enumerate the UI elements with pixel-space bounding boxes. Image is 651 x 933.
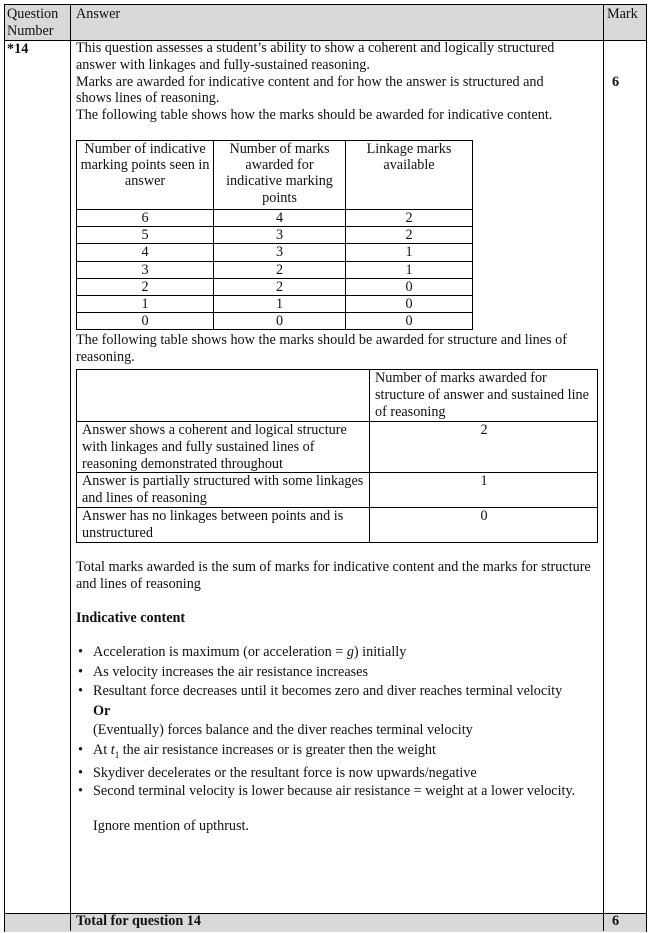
table-header-cell: Linkage marks available (346, 141, 473, 210)
list-item (76, 663, 606, 683)
table-header-cell: Number of indicative marking points seen in answer (77, 141, 214, 210)
table-cell: 2 (346, 210, 473, 227)
table-header-cell (77, 370, 370, 422)
table-row (77, 473, 598, 508)
table-header-cell: Number of marks awarded for indicative marking points (214, 141, 346, 210)
bullet-text: As velocity increases the air resistance increases (93, 663, 368, 680)
table-cell: 3 (214, 227, 346, 244)
bullet-text: Acceleration is maximum (or acceleration = (93, 644, 347, 660)
header-answer: Answer (76, 6, 121, 22)
list-item (76, 643, 606, 663)
table-row (77, 278, 473, 295)
bullet-text: Skydiver decelerates or the resultant force is now upwards/negative (93, 764, 477, 781)
table-row (77, 422, 598, 473)
table-cell: 2 (346, 227, 473, 244)
intro-line: answer with linkages and fully-sustained reasoning. (76, 56, 370, 73)
table-row (77, 296, 473, 313)
header-mark: Mark (607, 6, 638, 22)
ignore-note: Ignore mention of upthrust. (93, 818, 250, 834)
table-cell: 0 (77, 313, 214, 330)
bullet-icon: • (78, 741, 83, 758)
table-cell: 2 (214, 278, 346, 295)
indicative-content-table (76, 140, 473, 330)
variable-g: g (346, 644, 354, 660)
table-cell: 0 (346, 313, 473, 330)
table-cell: Answer is partially structured with some linkages and lines of reasoning (77, 473, 370, 508)
table-cell: 0 (346, 296, 473, 313)
alternative-text: (Eventually) forces balance and the diver reaches terminal velocity (93, 722, 473, 739)
table-row (77, 313, 473, 330)
bullet-text: the air resistance increases or is greater then the weight (119, 741, 436, 758)
header-question-number (7, 6, 58, 39)
indicative-content-heading: Indicative content (76, 610, 186, 626)
header-question-line1: Question (7, 6, 59, 22)
indicative-content-list (76, 643, 606, 800)
footer-mark: 6 (612, 913, 620, 929)
question-mark: 6 (612, 74, 620, 90)
bullet-icon: • (78, 764, 83, 781)
table-header-row (77, 370, 598, 422)
table-row (77, 210, 473, 227)
table-cell: 1 (346, 261, 473, 278)
intro-line: The following table shows how the marks should be awarded for indicative content. (76, 107, 553, 124)
or-label: Or (93, 702, 111, 719)
table-row (77, 261, 473, 278)
table-cell: 1 (214, 296, 346, 313)
list-item (76, 764, 606, 782)
table-cell: 4 (77, 244, 214, 261)
bullet-icon: • (78, 782, 83, 799)
list-item (76, 682, 606, 702)
intro-text (76, 40, 601, 124)
footer-label: Total for question 14 (76, 913, 201, 929)
table-cell: Answer shows a coherent and logical structure with linkages and fully sustained lines of reasoning demonstrated throughout (77, 422, 370, 473)
structure-reasoning-table (76, 369, 598, 543)
intro-line: Marks are awarded for indicative content and for how the answer is structured and (76, 73, 544, 90)
table-cell: 1 (77, 296, 214, 313)
table-row (77, 244, 473, 261)
list-item (76, 741, 606, 764)
list-item (76, 782, 606, 800)
table-cell: 2 (214, 261, 346, 278)
table-cell: 6 (77, 210, 214, 227)
table-cell: 1 (370, 473, 598, 508)
table-cell: 0 (370, 508, 598, 543)
bullet-icon: • (78, 683, 83, 700)
table-cell: 4 (214, 210, 346, 227)
intro-line: This question assesses a student’s ability to show a coherent and logically structured (76, 40, 555, 56)
table-cell: 2 (370, 422, 598, 473)
table-row (77, 508, 598, 543)
total-note: Total marks awarded is the sum of marks for indicative content and the marks for structure and lines of reasoning (76, 559, 591, 592)
bullet-text: Resultant force decreases until it becomes zero and diver reaches terminal velocity (93, 683, 563, 700)
table-cell: 3 (77, 261, 214, 278)
table-cell: 1 (346, 244, 473, 261)
subscript: 1 (114, 749, 120, 760)
table-cell: 2 (77, 278, 214, 295)
bullet-text: ) initially (353, 644, 407, 660)
table2-intro: The following table shows how the marks should be awarded for structure and lines of reasoning. (76, 332, 567, 365)
table-cell: 0 (346, 278, 473, 295)
intro-line: shows lines of reasoning. (76, 90, 220, 107)
column-divider (70, 5, 71, 931)
bullet-icon: • (78, 663, 83, 680)
table-cell: 3 (214, 244, 346, 261)
table-header-cell: Number of marks awarded for structure of answer and sustained line of reasoning (370, 370, 598, 422)
bullet-text: At (93, 741, 111, 758)
header-question-line2: Number (7, 22, 54, 39)
question-number: *14 (7, 41, 29, 57)
bullet-text: Second terminal velocity is lower because air resistance = weight at a lower velocity. (93, 782, 576, 799)
variable-t: t (110, 741, 115, 758)
table-row (77, 227, 473, 244)
table-cell: 5 (77, 227, 214, 244)
table-header-row (77, 141, 473, 210)
table-cell: Answer has no linkages between points and is unstructured (77, 508, 370, 543)
bullet-icon: • (78, 644, 83, 660)
table-cell: 0 (214, 313, 346, 330)
